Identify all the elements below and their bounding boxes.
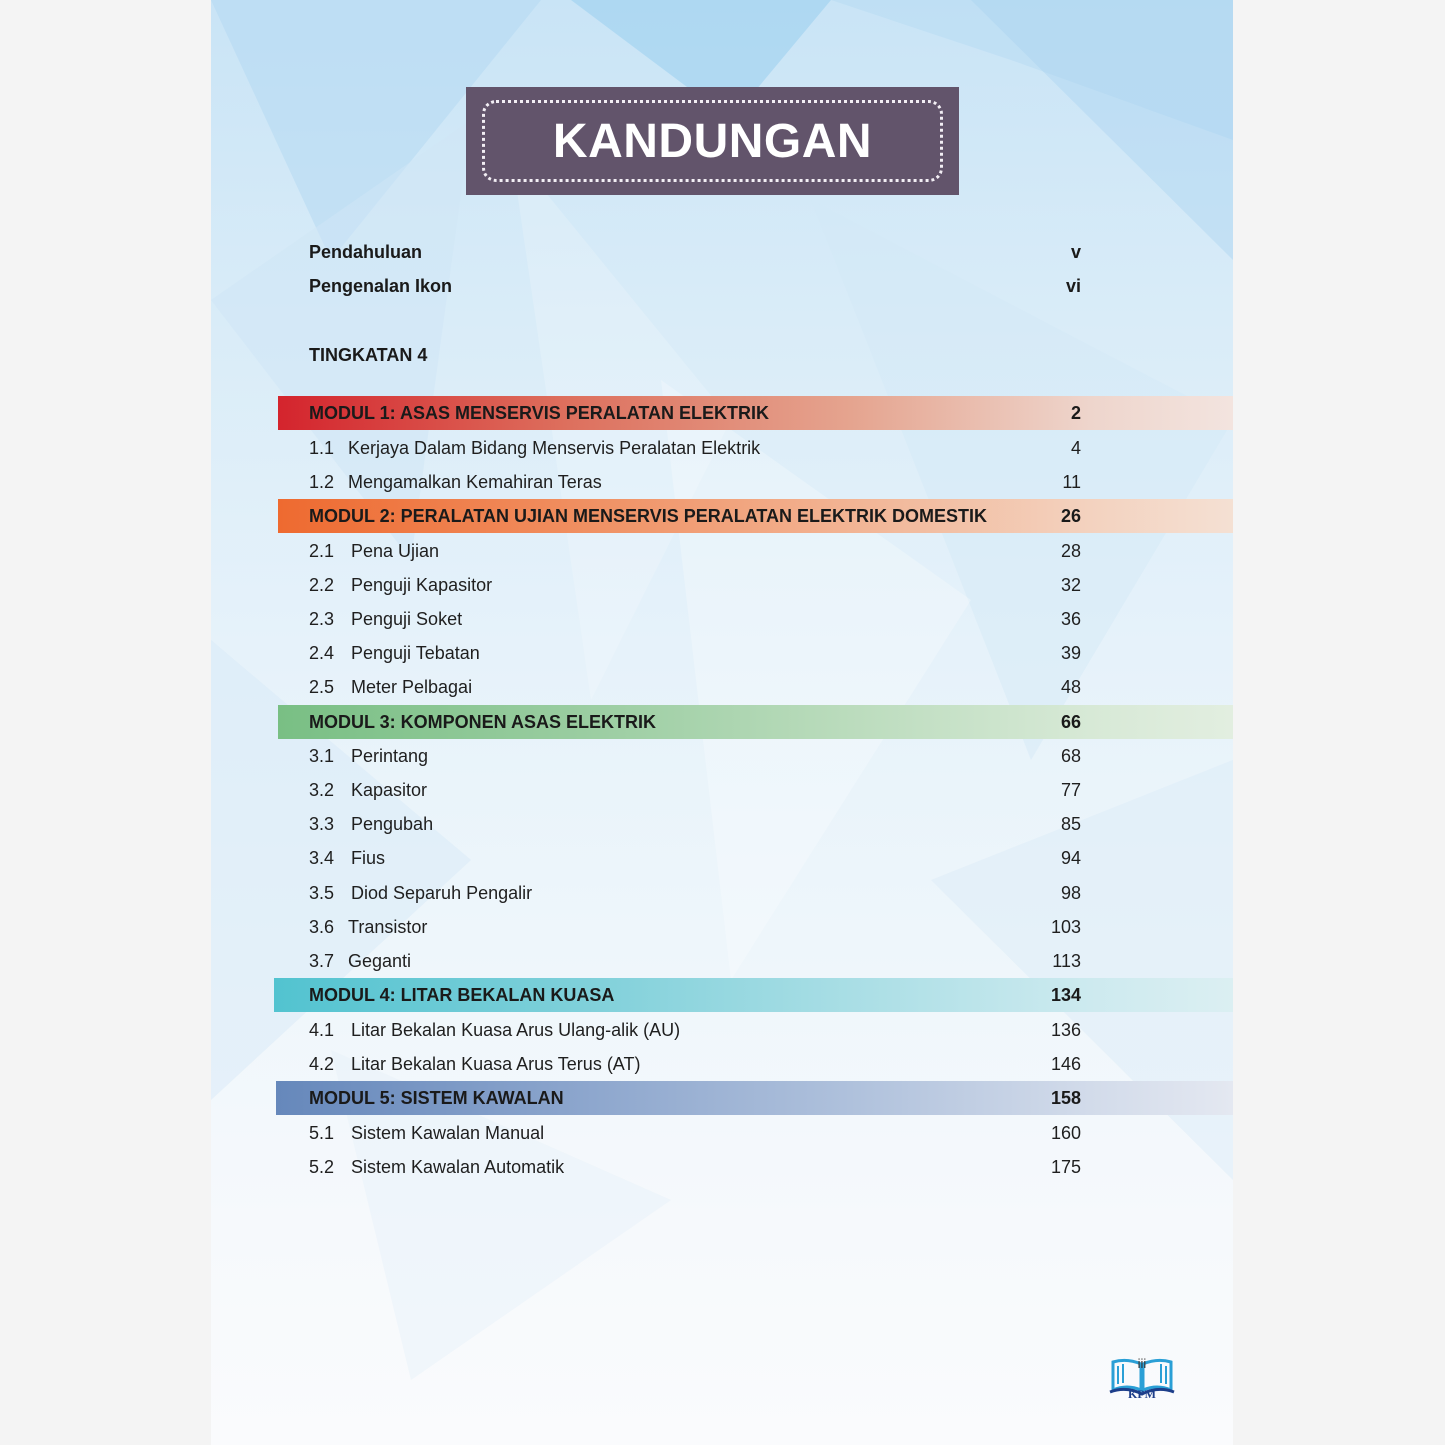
module-page: 158 (1050, 1087, 1081, 1108)
title-banner (466, 87, 959, 195)
section-label: Penguji Kapasitor (351, 574, 493, 595)
section-label: Kapasitor (351, 779, 428, 800)
section-number: 4.2 (309, 1053, 335, 1074)
toc-section-1-2[interactable] (309, 465, 1081, 499)
toc-entry-page: vi (1065, 275, 1081, 296)
section-label: Sistem Kawalan Manual (351, 1122, 545, 1143)
section-label: Kerjaya Dalam Bidang Menservis Peralatan Elektrik (348, 437, 761, 458)
page-number: iii (1137, 1356, 1147, 1371)
section-label: Pengubah (351, 813, 434, 834)
toc-entry-label: Pengenalan Ikon (309, 275, 453, 296)
section-label: Penguji Soket (351, 608, 463, 629)
section-label: Fius (351, 847, 386, 868)
section-number: 3.1 (309, 745, 335, 766)
section-number: 1.2 (309, 471, 335, 492)
toc-section-4-2[interactable] (309, 1047, 1081, 1081)
section-label: Meter Pelbagai (351, 676, 473, 697)
section-number: 3.2 (309, 779, 335, 800)
toc-entry-label: Pendahuluan (309, 241, 423, 262)
section-number: 2.2 (309, 574, 335, 595)
section-page: 94 (1060, 847, 1081, 868)
level-label: TINGKATAN 4 (309, 344, 428, 365)
section-page: 85 (1060, 813, 1081, 834)
toc-section-5-1[interactable] (309, 1116, 1081, 1150)
section-label: Sistem Kawalan Automatik (351, 1156, 565, 1177)
module-1-header[interactable] (278, 396, 1233, 430)
kpm-logo-text: KPM (1128, 1387, 1156, 1401)
toc-section-3-5[interactable] (309, 876, 1081, 910)
toc-section-3-7[interactable] (309, 944, 1081, 978)
level-heading (309, 338, 1081, 372)
section-label: Mengamalkan Kemahiran Teras (348, 471, 602, 492)
section-label: Litar Bekalan Kuasa Arus Terus (AT) (351, 1053, 641, 1074)
toc-entry-pengenalan-ikon[interactable] (309, 269, 1081, 303)
section-label: Diod Separuh Pengalir (351, 882, 533, 903)
section-page: 39 (1060, 642, 1081, 663)
module-title: MODUL 5: SISTEM KAWALAN (309, 1087, 564, 1108)
module-2-header[interactable] (278, 499, 1233, 533)
toc-section-3-1[interactable] (309, 739, 1081, 773)
section-page: 160 (1050, 1122, 1081, 1143)
module-title: MODUL 1: ASAS MENSERVIS PERALATAN ELEKTRIK (309, 402, 770, 423)
section-number: 3.3 (309, 813, 335, 834)
section-label: Pena Ujian (351, 540, 440, 561)
module-title: MODUL 2: PERALATAN UJIAN MENSERVIS PERALATAN ELEKTRIK DOMESTIK (309, 505, 988, 526)
section-label: Litar Bekalan Kuasa Arus Ulang-alik (AU) (351, 1019, 681, 1040)
module-page: 2 (1070, 402, 1081, 423)
section-page: 48 (1060, 676, 1081, 697)
toc-section-2-2[interactable] (309, 568, 1081, 602)
module-title: MODUL 3: KOMPONEN ASAS ELEKTRIK (309, 711, 657, 732)
toc-section-3-3[interactable] (309, 807, 1081, 841)
toc-section-2-1[interactable] (309, 534, 1081, 568)
section-page: 36 (1060, 608, 1081, 629)
section-page: 32 (1060, 574, 1081, 595)
section-label: Transistor (348, 916, 428, 937)
toc-entry-page: v (1070, 241, 1081, 262)
module-page: 134 (1050, 984, 1081, 1005)
section-page: 136 (1050, 1019, 1081, 1040)
module-5-header[interactable] (276, 1081, 1233, 1115)
toc-entry-pendahuluan[interactable] (309, 235, 1081, 269)
section-page: 77 (1060, 779, 1081, 800)
section-page: 4 (1070, 437, 1081, 458)
toc-section-4-1[interactable] (309, 1013, 1081, 1047)
toc-section-2-4[interactable] (309, 636, 1081, 670)
section-number: 1.1 (309, 437, 335, 458)
section-page: 28 (1060, 540, 1081, 561)
module-title: MODUL 4: LITAR BEKALAN KUASA (309, 984, 615, 1005)
toc-section-5-2[interactable] (309, 1150, 1081, 1184)
module-3-header[interactable] (278, 705, 1233, 739)
toc-section-2-5[interactable] (309, 670, 1081, 704)
section-page: 98 (1060, 882, 1081, 903)
module-4-header[interactable] (274, 978, 1233, 1012)
section-label: Geganti (348, 950, 412, 971)
section-page: 11 (1062, 471, 1081, 492)
toc-section-3-6[interactable] (309, 910, 1081, 944)
section-number: 5.1 (309, 1122, 335, 1143)
section-number: 2.1 (309, 540, 335, 561)
module-page: 66 (1060, 711, 1081, 732)
contents-page (211, 0, 1233, 1445)
section-number: 4.1 (309, 1019, 335, 1040)
section-number: 2.4 (309, 642, 335, 663)
toc-section-3-4[interactable] (309, 841, 1081, 875)
section-number: 3.6 (309, 916, 335, 937)
section-page: 103 (1050, 916, 1081, 937)
section-number: 2.3 (309, 608, 335, 629)
toc-section-3-2[interactable] (309, 773, 1081, 807)
title-dotted-frame (482, 100, 943, 182)
section-label: Penguji Tebatan (351, 642, 480, 663)
module-page: 26 (1060, 505, 1081, 526)
section-number: 2.5 (309, 676, 335, 697)
section-number: 3.7 (309, 950, 335, 971)
section-number: 3.4 (309, 847, 335, 868)
page-title: KANDUNGAN (552, 114, 873, 168)
section-page: 113 (1052, 950, 1081, 971)
section-label: Perintang (351, 745, 429, 766)
toc-section-1-1[interactable] (309, 431, 1081, 465)
toc-section-2-3[interactable] (309, 602, 1081, 636)
section-page: 68 (1060, 745, 1081, 766)
section-number: 5.2 (309, 1156, 335, 1177)
section-page: 175 (1050, 1156, 1081, 1177)
section-page: 146 (1050, 1053, 1081, 1074)
section-number: 3.5 (309, 882, 335, 903)
